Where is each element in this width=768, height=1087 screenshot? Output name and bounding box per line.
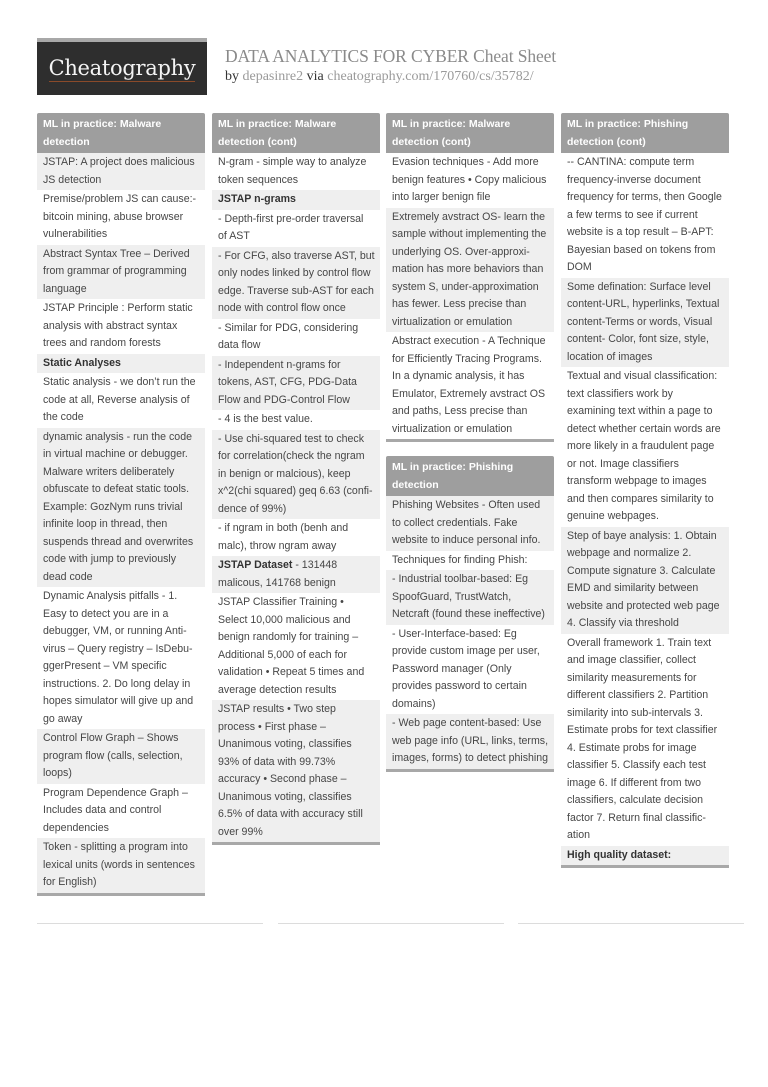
content-row: JSTAP Principle : Perform static analysis with abstract syntax trees and random forests [43, 302, 193, 349]
cheatography-logo[interactable] [37, 38, 207, 95]
column-4 [561, 113, 729, 882]
footer-divider-1 [37, 923, 263, 924]
column-3 [386, 113, 554, 786]
content-row: Program Dependence Graph – Includes data and control dependencies [43, 786, 188, 834]
content-row: - Independent n-grams for tokens, AST, CFG, PDG-Data Flow and PDG-Control Flow [212, 356, 380, 411]
content-row: Control Flow Graph – Shows program flow (calls, selection, loops) [37, 729, 205, 784]
content-row: N-gram - simple way to analyze token sequences [218, 156, 367, 186]
section-card [386, 456, 554, 772]
content-row: - if ngram in both (benh and malc), throw ngram away [218, 522, 349, 552]
section-header: ML in practice: Malware detection [37, 113, 205, 153]
content-row: JSTAP Classifier Training • Select 10,000 malicious and benign randomly for training – Additional 5,000 of each for validation • Repeat 5 times and average detection results [218, 596, 365, 696]
section-header: ML in practice: Phishing detection [386, 456, 554, 496]
content-row: - Depth-first pre-order traversal of AST [218, 212, 364, 242]
content-row: -- CANTINA: compute term frequency-inverse document frequency for terms, then Google a few terms to see if current website is a top result – B-APT: Bayesian based on tokens from DOM [567, 156, 722, 273]
section-card [386, 113, 554, 442]
by-label: by [225, 69, 239, 84]
content-row: Token - splitting a program into lexical units (words in sentences for English) [37, 838, 205, 893]
content-row: - 4 is the best value. [218, 413, 313, 425]
content-row: Abstract execution - A Technique for Efficiently Tracing Programs. In a dynamic analysis, it has Emulator, Extremely avstract OS and paths, Less precise than virtualization or emulation [392, 335, 546, 435]
content-row: Evasion techniques - Add more benign features • Copy malicious into larger benign file [392, 156, 547, 203]
subheading-row: JSTAP n-grams [212, 190, 380, 210]
section-header: ML in practice: Malware detection (cont) [212, 113, 380, 153]
title-block [225, 45, 556, 86]
content-row: dynamic analysis - run the code in virtual machine or debugger. Malware writers deliberately obfuscate to defeat static tools. Example: GozNym runs trivial infinite loop in thread, then suspends thread and overwrites code with jump to previously dead code [37, 428, 205, 588]
section-card [212, 113, 380, 845]
content-row: Dynamic Analysis pitfalls - 1. Easy to detect you are in a debugger, VM, or running Antivirus – Query registry – IsDebuggerPresent – VM specific instructions. 2. Do long delay in hopes simulator will give up and go away [43, 590, 194, 725]
section-card [561, 113, 729, 868]
content-row: JSTAP results • Two step process • First phase – Unanimous voting, classifies 93% of data with 99.73% accuracy • Second phase – Unanimous voting, classifies 6.5% of data with accuracy still over 99% [212, 700, 380, 842]
sheet-url-link[interactable]: cheatography.com/170760/cs/35782/ [327, 69, 534, 84]
content-row: - User-Interface-based: Eg provide custom image per user, Password manager (Only provides password to certain domains) [392, 627, 540, 710]
content-row: Step of baye analysis: 1. Obtain webpage and normalize 2. Compute signature 3. Calculate EMD and similarity between website and protected web page 4. Classify via threshold [561, 527, 729, 634]
page-title: DATA ANALYTICS FOR CYBER Cheat Sheet [225, 46, 557, 66]
row-bold-label: JSTAP Dataset [218, 559, 293, 571]
content-row: Extremely avstract OS- learn the sample without implementing the underlying OS. Over-approximation has more behaviors than system S, under-approximation has fewer. Less precise than virtualization or emulation [386, 208, 554, 333]
content-row: Overall framework 1. Train text and image classifier, collect similarity measurements for different classifiers 2. Partition similarity into sub-intervals 3. Estimate probs for text classifier 4. Estimate probs for image classifier 5. Classify each test image 6. If different from two classifiers, calculate decision factor 7. Return final classification [567, 636, 718, 841]
content-row: Some defination: Surface level content-URL, hyperlinks, Textual content-Terms or words, Visual content- Color, font size, style, location of images [561, 278, 729, 368]
content-row [212, 556, 380, 593]
row-text: - 131448 malicous, 141768 benign [218, 559, 338, 589]
content-row: - Industrial toolbar-based: Eg SpoofGuard, TrustWatch, Netcraft (found these ineffective) [386, 570, 554, 625]
content-row: Abstract Syntax Tree – Derived from grammar of programming language [37, 245, 205, 300]
content-row: Premise/problem JS can cause:- bitcoin mining, abuse browser vulnerabilities [43, 193, 197, 240]
content-row: JSTAP: A project does malicious JS detection [37, 153, 205, 190]
column-2 [212, 113, 380, 859]
via-label: via [306, 69, 324, 84]
subheading-row: High quality dataset: [561, 846, 729, 866]
footer-divider-2 [278, 923, 504, 924]
author-link[interactable]: depasinre2 [242, 69, 304, 84]
content-row: Phishing Websites - Often used to collect credentials. Fake website to induce personal info. [386, 496, 554, 551]
content-row: - Similar for PDG, considering data flow [218, 321, 359, 351]
content-row: Techniques for finding Phish: [392, 553, 528, 566]
byline [225, 67, 556, 86]
content-row: - For CFG, also traverse AST, but only nodes linked by control flow edge. Traverse sub-AST for each node with control flow once [212, 247, 380, 319]
section-card [37, 113, 205, 896]
column-1 [37, 113, 205, 910]
content-row: Static analysis - we don’t run the code at all, Reverse analysis of the code [43, 376, 196, 423]
content-row: Textual and visual classification: text classifiers work by examining text within a page to detect whether certain words are more likely in a fraudulent page or not. Image classifiers transform webpage to images and then compares similarity to genuine webpages. [567, 370, 721, 522]
section-header: ML in practice: Phishing detection (cont) [561, 113, 729, 153]
subheading-row: Static Analyses [37, 354, 205, 374]
section-header: ML in practice: Malware detection (cont) [386, 113, 554, 153]
content-row: - Use chi-squared test to check for correlation(check the ngram in benign or malcious), keep x^2(chi squared) geq 6.63 (confidence of 99%) [212, 430, 380, 520]
logo-text: Cheatography [48, 55, 196, 80]
content-row: - Web page content-based: Use web page info (URL, links, terms, images, forms) to detect phishing [386, 714, 554, 769]
footer-divider-3 [518, 923, 744, 924]
